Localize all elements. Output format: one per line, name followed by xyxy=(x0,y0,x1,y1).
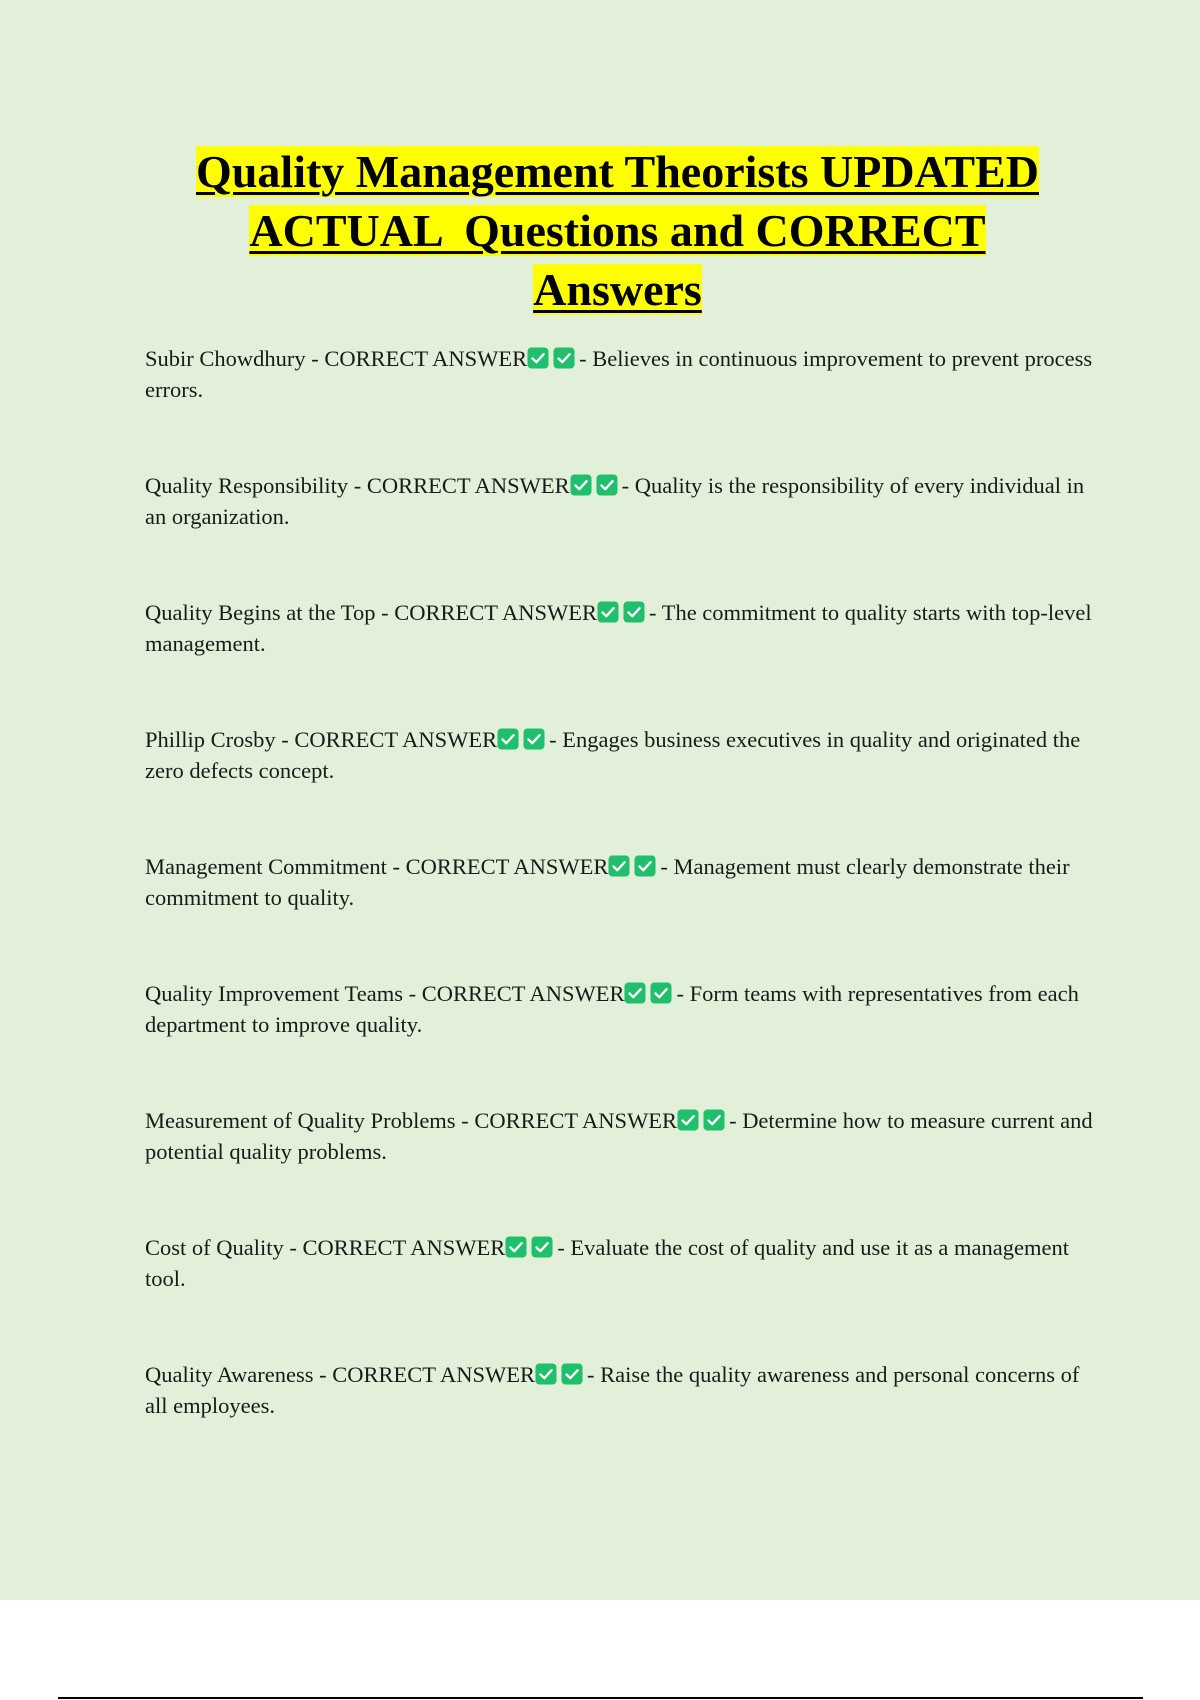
check-icon xyxy=(505,1236,527,1258)
title-line: Answers xyxy=(533,264,702,315)
definition: Determine how to measure current and potential quality problems. xyxy=(145,1108,1093,1164)
definition: Raise the quality awareness and personal concerns of all employees. xyxy=(145,1362,1080,1418)
check-icon xyxy=(597,601,619,623)
check-icon xyxy=(623,601,645,623)
answer-marker: CORRECT ANSWER xyxy=(332,1362,536,1387)
definition: Quality is the responsibility of every individual in an organization. xyxy=(145,473,1085,529)
definition: Form teams with representatives from each department to improve quality. xyxy=(145,981,1079,1037)
qa-item: Quality Awareness - CORRECT ANSWER - Raise the quality awareness and personal concerns of all employees. xyxy=(145,1362,1080,1418)
document-title xyxy=(140,142,1095,319)
answer-marker: CORRECT ANSWER xyxy=(324,346,528,371)
qa-item: Quality Responsibility - CORRECT ANSWER - Quality is the responsibility of every individual in an organization. xyxy=(145,473,1085,529)
term: Quality Awareness xyxy=(145,1362,314,1387)
check-icon xyxy=(535,1363,557,1385)
check-icon xyxy=(561,1363,583,1385)
term: Quality Improvement Teams xyxy=(145,981,403,1006)
check-icon xyxy=(497,728,519,750)
definition: Believes in continuous improvement to prevent process errors. xyxy=(145,346,1093,402)
term: Management Commitment xyxy=(145,854,387,879)
answer-marker: CORRECT ANSWER xyxy=(405,854,609,879)
answer-marker: CORRECT ANSWER xyxy=(394,600,597,625)
term: Cost of Quality xyxy=(145,1235,284,1260)
check-icon xyxy=(553,347,575,369)
definition: The commitment to quality starts with top-level management. xyxy=(145,600,1092,656)
term: Subir Chowdhury xyxy=(145,346,306,371)
check-icon xyxy=(570,474,592,496)
qa-item: Quality Improvement Teams - CORRECT ANSWER - Form teams with representatives from each department to improve quality. xyxy=(145,981,1079,1037)
check-icon xyxy=(634,855,656,877)
title-line: Quality Management Theorists UPDATED xyxy=(196,146,1039,197)
check-icon xyxy=(624,982,646,1004)
term: Measurement of Quality Problems xyxy=(145,1108,456,1133)
term: Quality Responsibility xyxy=(145,473,349,498)
qa-item: Measurement of Quality Problems - CORRECT ANSWER - Determine how to measure current and potential quality problems. xyxy=(145,1108,1093,1164)
answer-marker: CORRECT ANSWER xyxy=(302,1235,506,1260)
title-line: ACTUAL Questions and CORRECT xyxy=(249,205,986,256)
answer-marker: CORRECT ANSWER xyxy=(421,981,625,1006)
check-icon xyxy=(703,1109,725,1131)
footer-divider xyxy=(58,1697,1143,1699)
answer-marker: CORRECT ANSWER xyxy=(366,473,570,498)
term: Phillip Crosby xyxy=(145,727,276,752)
definition: Management must clearly demonstrate their commitment to quality. xyxy=(145,854,1070,910)
definition: Engages business executives in quality and originated the zero defects concept. xyxy=(145,727,1081,783)
check-icon xyxy=(531,1236,553,1258)
check-icon xyxy=(608,855,630,877)
definition: Evaluate the cost of quality and use it as a management tool. xyxy=(145,1235,1069,1291)
qa-item: Quality Begins at the Top - CORRECT ANSWER - The commitment to quality starts with top-level management. xyxy=(145,600,1092,656)
qa-item: Cost of Quality - CORRECT ANSWER - Evaluate the cost of quality and use it as a management tool. xyxy=(145,1235,1069,1291)
answer-marker: CORRECT ANSWER xyxy=(474,1108,678,1133)
answer-marker: CORRECT ANSWER xyxy=(294,727,498,752)
check-icon xyxy=(527,347,549,369)
qa-item: Phillip Crosby - CORRECT ANSWER - Engages business executives in quality and originated the zero defects concept. xyxy=(145,727,1081,783)
check-icon xyxy=(650,982,672,1004)
check-icon xyxy=(596,474,618,496)
qa-list xyxy=(145,343,1095,1486)
check-icon xyxy=(677,1109,699,1131)
term: Quality Begins at the Top xyxy=(145,600,376,625)
qa-item: Management Commitment - CORRECT ANSWER - Management must clearly demonstrate their commitment to quality. xyxy=(145,854,1070,910)
qa-item: Subir Chowdhury - CORRECT ANSWER - Believes in continuous improvement to prevent process errors. xyxy=(145,346,1093,402)
check-icon xyxy=(523,728,545,750)
